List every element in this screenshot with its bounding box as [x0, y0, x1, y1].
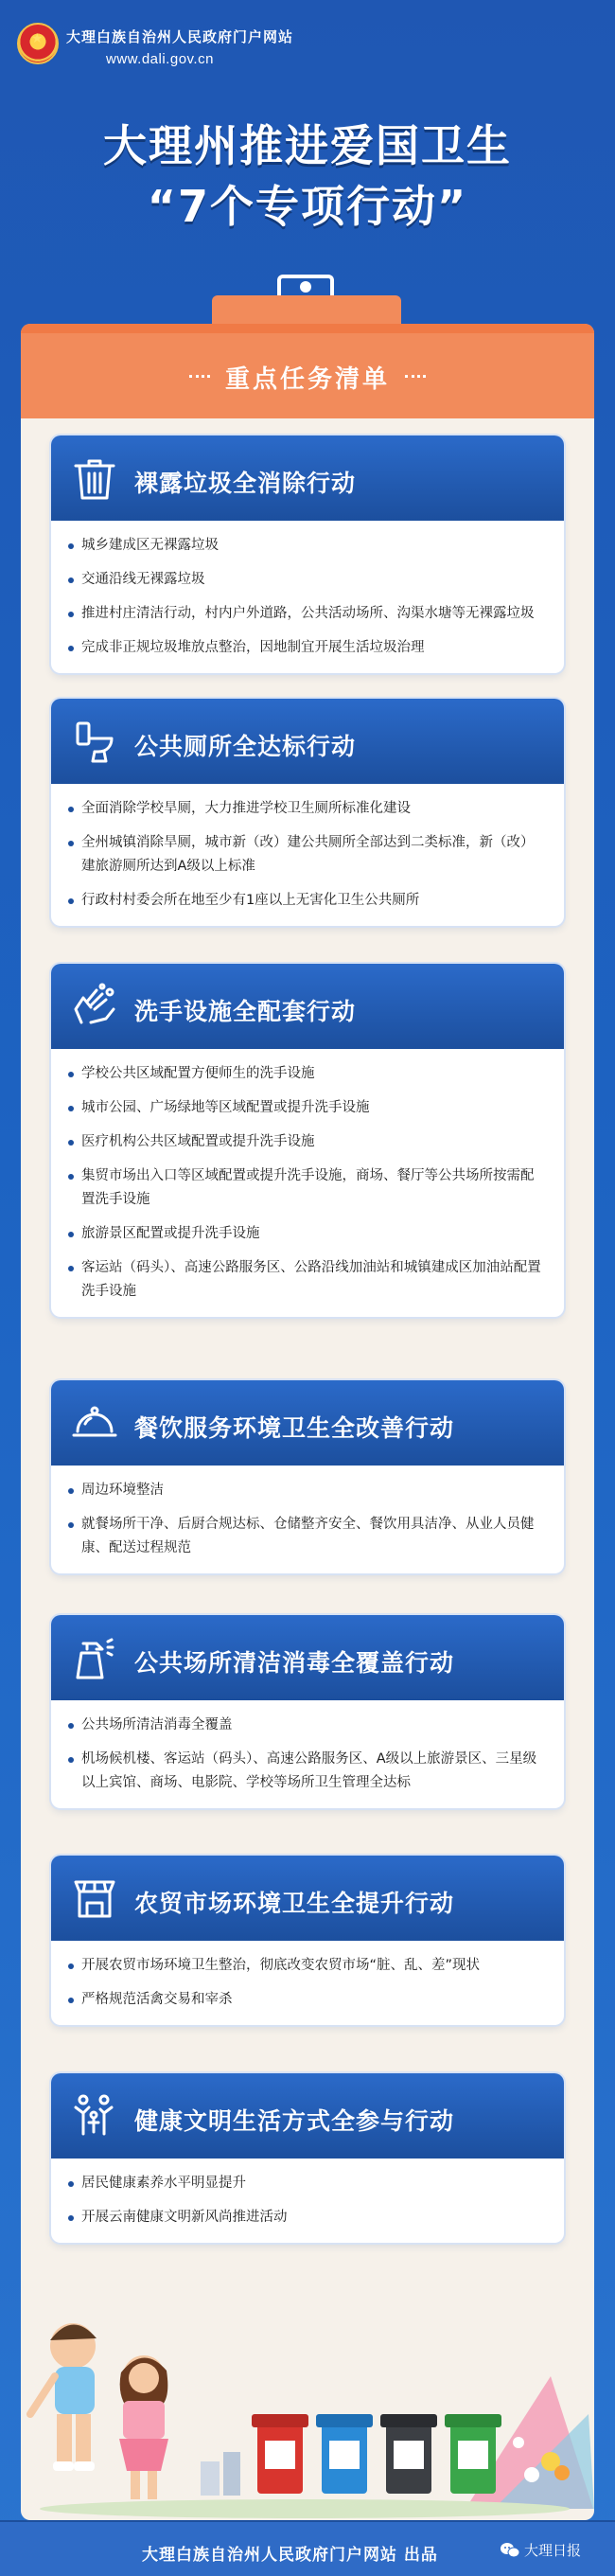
- card-header: [51, 964, 564, 1049]
- action-card-catering: [51, 1380, 564, 1573]
- disinfectant-spray-icon: [68, 1632, 121, 1685]
- card-body: [51, 521, 564, 673]
- footer-publisher: 大理白族自治州人民政府门户网站 出品: [142, 2546, 438, 2565]
- list-item: 旅游景区配置或提升洗手设施: [68, 1222, 547, 1246]
- site-header: [0, 0, 615, 81]
- card-title: 农贸市场环境卫生全提升行动: [134, 1890, 455, 1917]
- action-card-market: [51, 1856, 564, 2025]
- card-header: [51, 699, 564, 784]
- hand-washing-icon: [68, 981, 121, 1034]
- action-card-toilet: [51, 699, 564, 926]
- card-header: [51, 1380, 564, 1466]
- list-item: 城市公园、广场绿地等区域配置或提升洗手设施: [68, 1096, 547, 1120]
- list-item: 全州城镇消除旱厕，城市新（改）建公共厕所全部达到二类标准，新（改）建旅游厕所达到A级以上标准: [68, 831, 547, 879]
- card-header: [51, 435, 564, 521]
- card-header: [51, 1856, 564, 1941]
- wechat-account[interactable]: [500, 2540, 581, 2560]
- list-item: 开展云南健康文明新风尚推进活动: [68, 2206, 547, 2230]
- card-body: [51, 1466, 564, 1573]
- panel-header-band: [21, 324, 594, 418]
- national-emblem-icon: [17, 23, 59, 64]
- card-body: [51, 784, 564, 926]
- trash-bin-icon: [68, 453, 121, 506]
- kids-recycling-illustration: [21, 2272, 594, 2520]
- family-icon: [68, 2090, 121, 2143]
- section-title: 重点任务清单: [210, 360, 405, 395]
- list-item: 学校公共区域配置方便师生的洗手设施: [68, 1062, 547, 1086]
- list-item: 居民健康素养水平明显提升: [68, 2172, 547, 2195]
- list-item: 行政村村委会所在地至少有1座以上无害化卫生公共厕所: [68, 889, 547, 913]
- food-cloche-icon: [68, 1397, 121, 1450]
- list-item: 开展农贸市场环境卫生整治，彻底改变农贸市场“脏、乱、差”现状: [68, 1954, 547, 1978]
- wechat-account-name: 大理日报: [524, 2542, 582, 2559]
- card-body: [51, 1941, 564, 2025]
- action-card-disinfection: [51, 1615, 564, 1808]
- action-card-handwashing: [51, 964, 564, 1317]
- list-item: 严格规范活禽交易和宰杀: [68, 1988, 547, 2012]
- card-title: 健康文明生活方式全参与行动: [134, 2107, 455, 2135]
- list-item: 推进村庄清洁行动，村内户外道路，公共活动场所、沟渠水塘等无裸露垃圾: [68, 602, 547, 626]
- headline-line1: 大理州推进爱国卫生: [103, 120, 512, 171]
- list-item: 客运站（码头）、高速公路服务区、公路沿线加油站和城镇建成区加油站配置洗手设施: [68, 1256, 547, 1304]
- site-url[interactable]: www.dali.gov.cn: [106, 51, 214, 67]
- tag-hole-decoration: [300, 281, 311, 293]
- card-body: [51, 1700, 564, 1808]
- card-title: 裸露垃圾全消除行动: [134, 470, 357, 497]
- headline-line2: “7个专项行动”: [147, 181, 468, 232]
- task-list-panel: [21, 324, 594, 2520]
- footer-bar: [0, 2520, 615, 2576]
- list-item: 城乡建成区无裸露垃圾: [68, 534, 547, 558]
- card-title: 餐饮服务环境卫生全改善行动: [134, 1414, 455, 1442]
- card-header: [51, 1615, 564, 1700]
- card-title: 公共厕所全达标行动: [134, 733, 357, 760]
- card-body: [51, 2159, 564, 2243]
- card-title: 洗手设施全配套行动: [134, 998, 357, 1025]
- card-header: [51, 2073, 564, 2159]
- list-item: 医疗机构公共区域配置或提升洗手设施: [68, 1130, 547, 1154]
- toilet-icon: [68, 716, 121, 769]
- wechat-icon: [500, 2542, 520, 2559]
- list-item: 集贸市场出入口等区域配置或提升洗手设施，商场、餐厅等公共场所按需配置洗手设施: [68, 1164, 547, 1212]
- action-card-lifestyle: [51, 2073, 564, 2243]
- card-title: 公共场所清洁消毒全覆盖行动: [134, 1649, 455, 1677]
- list-item: 交通沿线无裸露垃圾: [68, 568, 547, 592]
- list-item: 完成非正规垃圾堆放点整治，因地制宜开展生活垃圾治理: [68, 636, 547, 660]
- list-item: 全面消除学校旱厕，大力推进学校卫生厕所标准化建设: [68, 797, 547, 821]
- list-item: 周边环境整洁: [68, 1479, 547, 1502]
- list-item: 就餐场所干净、后厨合规达标、仓储整齐安全、餐饮用具洁净、从业人员健康、配送过程规范: [68, 1513, 547, 1560]
- action-card-garbage: [51, 435, 564, 673]
- list-item: 机场候机楼、客运站（码头）、高速公路服务区、A级以上旅游景区、三星级以上宾馆、商场、电影院、学校等场所卫生管理全达标: [68, 1748, 547, 1795]
- market-stall-icon: [68, 1873, 121, 1926]
- site-name: 大理白族自治州人民政府门户网站: [66, 28, 294, 45]
- list-item: 公共场所清洁消毒全覆盖: [68, 1714, 547, 1737]
- card-body: [51, 1049, 564, 1317]
